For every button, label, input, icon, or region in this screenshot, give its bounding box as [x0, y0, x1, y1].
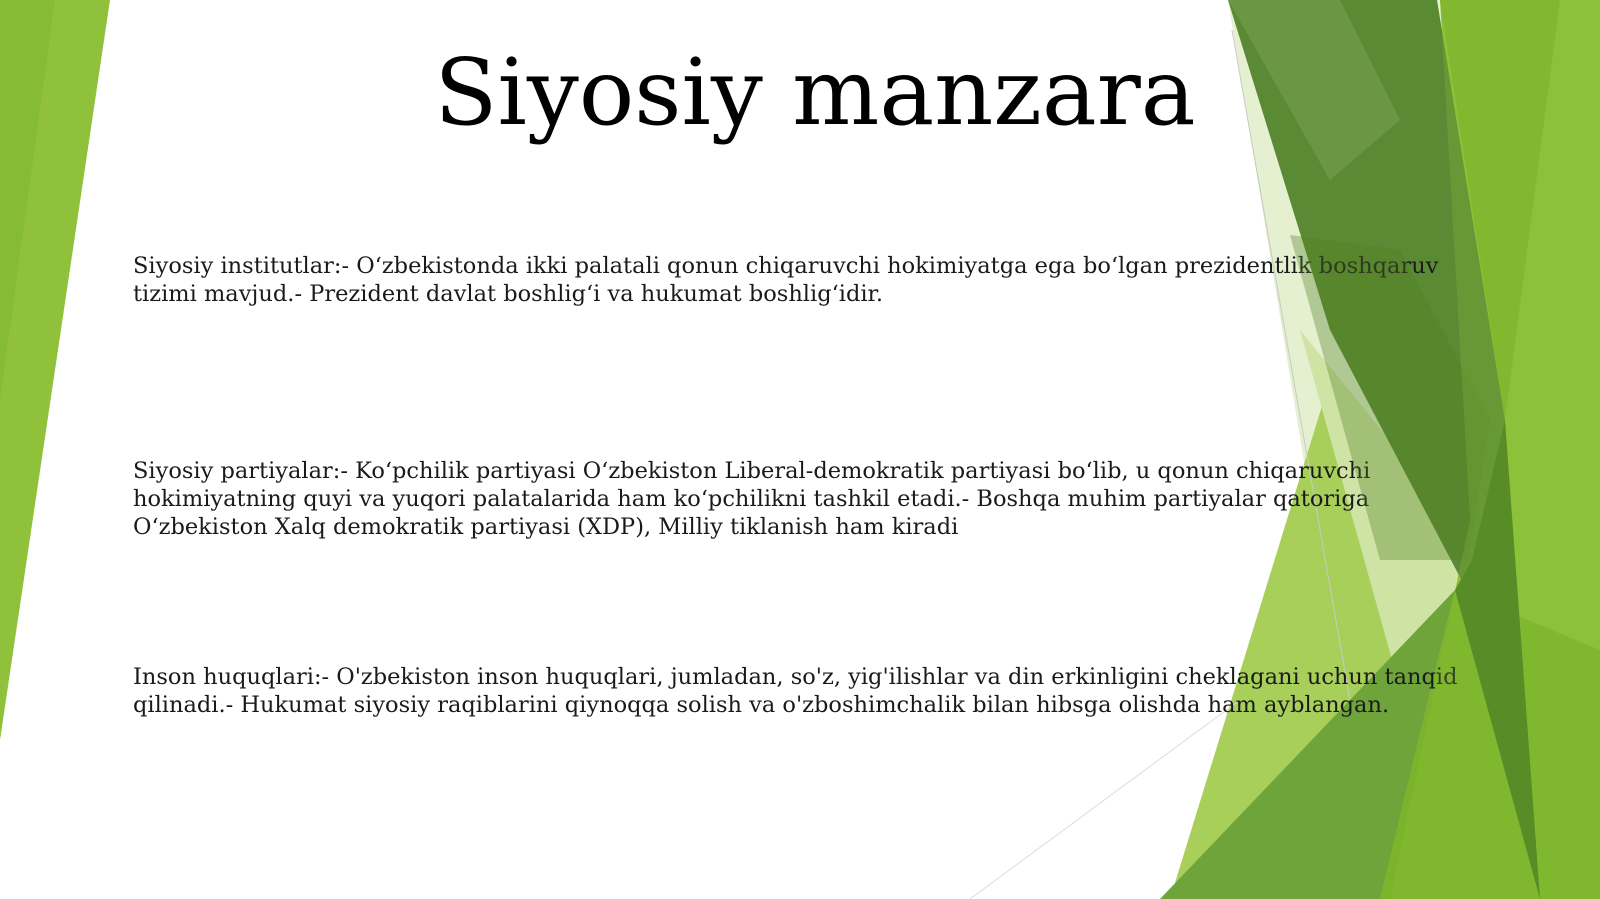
paragraph-human-rights: Inson huquqlari:- O'zbekiston inson huquqlari, jumladan, so'z, yig'ilishlar va din erkinligini cheklagani uchun tanqid qilinadi.- Hukumat siyosiy raqiblarini qiynoqqa solish va o'zboshimchalik bilan hibsga olishda ham ayblangan. — [133, 664, 1458, 718]
paragraph-political-institutions: Siyosiy institutlar:- O‘zbekistonda ikki palatali qonun chiqaruvchi hokimiyatga ega bo‘lgan prezidentlik boshqaruv tizimi mavjud.- Prezident davlat boshlig‘i va hukumat boshlig‘idir. — [133, 253, 1439, 307]
slide-title: Siyosiy manzara — [434, 39, 1196, 146]
paragraph-political-parties: Siyosiy partiyalar:- Ko‘pchilik partiyasi O‘zbekiston Liberal-demokratik partiyasi bo‘lib, u qonun chiqaruvchi hokimiyatning quyi va yuqori palatalarida ham ko‘pchilikni tashkil etadi.- Boshqa muhim partiyalar qatoriga O‘zbekiston Xalq demokratik partiyasi (XDP), Milliy tiklanish ham kiradi — [133, 458, 1371, 540]
